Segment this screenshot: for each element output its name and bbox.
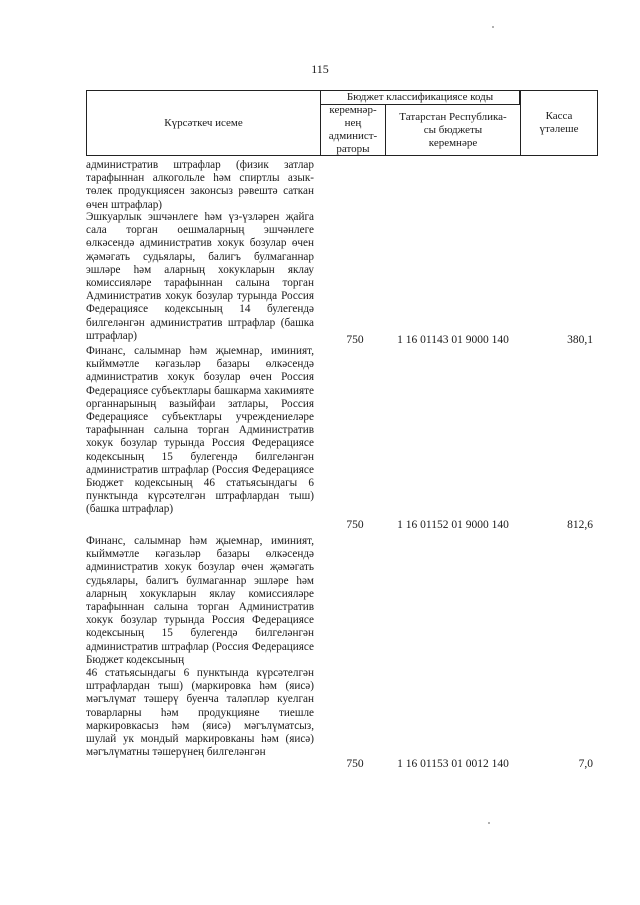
header-indicator-name (86, 90, 321, 156)
row-admin-code: 750 (346, 758, 364, 770)
row-text-continued: 46 статьясындагы 6 пунктында күрсәтелгән штрафлардан тыш) (маркировка һәм (яисә) мәгълүмат тәшерү буенча таләпләр куелган товарларны һәм продукцияне тиешле маркировкасыз һәм (яисә) мәгълүматсыз, шулай ук мондый маркировканы һәм (яисә) мәгълүматны тәшерүнең билгеләнгән (86, 667, 314, 759)
header-admin-col-text: керемнәр- нең админист- раторы (328, 104, 378, 155)
row-budget-code: 1 16 01152 01 9000 140 (397, 519, 509, 531)
row-admin-code: 750 (346, 334, 364, 346)
table-row (86, 211, 314, 343)
row-admin-code: 750 (346, 519, 364, 531)
row-text: административ штрафлар (физик затлар тарафыннан алкогольле һәм спиртлы азык-төлек продукциясен законсыз рәвештә саткан өчен штрафлар) (86, 159, 314, 211)
table-row (86, 345, 314, 533)
table-row (86, 159, 314, 211)
row-budget-code: 1 16 01143 01 9000 140 (397, 334, 509, 346)
header-cash-col-text: Касса үтәлеше (539, 110, 579, 135)
header-indicator-name-text: Күрсәткеч исеме (164, 116, 243, 129)
row-text: Эшкуарлык эшчәнлеге һәм үз-үзләрен җайга сала торган оешмаларның эшчәнлеге өлкәсендә административ хокук бозулар өчен җәмәгать судьялары, балигъ булмаганнар эшләре һәм аларның хокукларын яклау комиссияләре тарафыннан салына торган Административ хокук бозулар турында Россия Федерациясе кодексының 14 булегендә билгеләнгән административ штрафлар (башка штрафлар) (86, 211, 314, 342)
header-admin-col (320, 104, 386, 156)
table-row (86, 535, 314, 775)
row-amount: 812,6 (567, 519, 593, 531)
scan-speck (492, 26, 494, 28)
row-amount: 7,0 (578, 758, 593, 770)
header-budget-col-text: Татарстан Республика- сы бюджеты керемнәре (399, 110, 507, 149)
row-amount: 380,1 (567, 334, 593, 346)
row-text: Финанс, салымнар һәм җыемнар, иминият, кыйммәтле кәгазьләр базары өлкәсендә административ хокук бозулар өчен җәмәгать судьялары, балигъ булмаганнар эшләре һәм аларның хокукларын яклау комиссияләре тарафыннан салына торган Административ хокук бозулар турында Россия Федерациясе кодексының 15 булегендә билгеләнгән административ штрафлар (Россия Федерациясе Бюджет кодексының (86, 535, 314, 666)
row-text: Финанс, салымнар һәм җыемнар, иминият, кыйммәтле кәгазьләр базары өлкәсендә административ хокук бозулар өчен Россия Федерациясе субъектлары башкарма хакимияте органнарының вазыйфаи затлары, Россия Федерациясе субъектлары учреждениеләре тарафыннан салына торган Административ хокук бозулар турында Россия Федерациясе кодексының 15 булегендә билгеләнгән административ штрафлар (Россия Федерациясе Бюджет кодексының 46 статьясындагы 6 пунктында күрсәтелгән штрафлардан тыш) (башка штрафлар) (86, 345, 314, 516)
page-number: 115 (311, 62, 329, 76)
header-cash-col (520, 90, 598, 156)
row-budget-code: 1 16 01153 01 0012 140 (397, 758, 509, 770)
header-budget-classification-text: Бюджет классификациясе коды (346, 91, 494, 103)
scan-speck (488, 822, 490, 824)
header-budget-col (385, 104, 521, 156)
header-budget-classification (320, 90, 520, 105)
